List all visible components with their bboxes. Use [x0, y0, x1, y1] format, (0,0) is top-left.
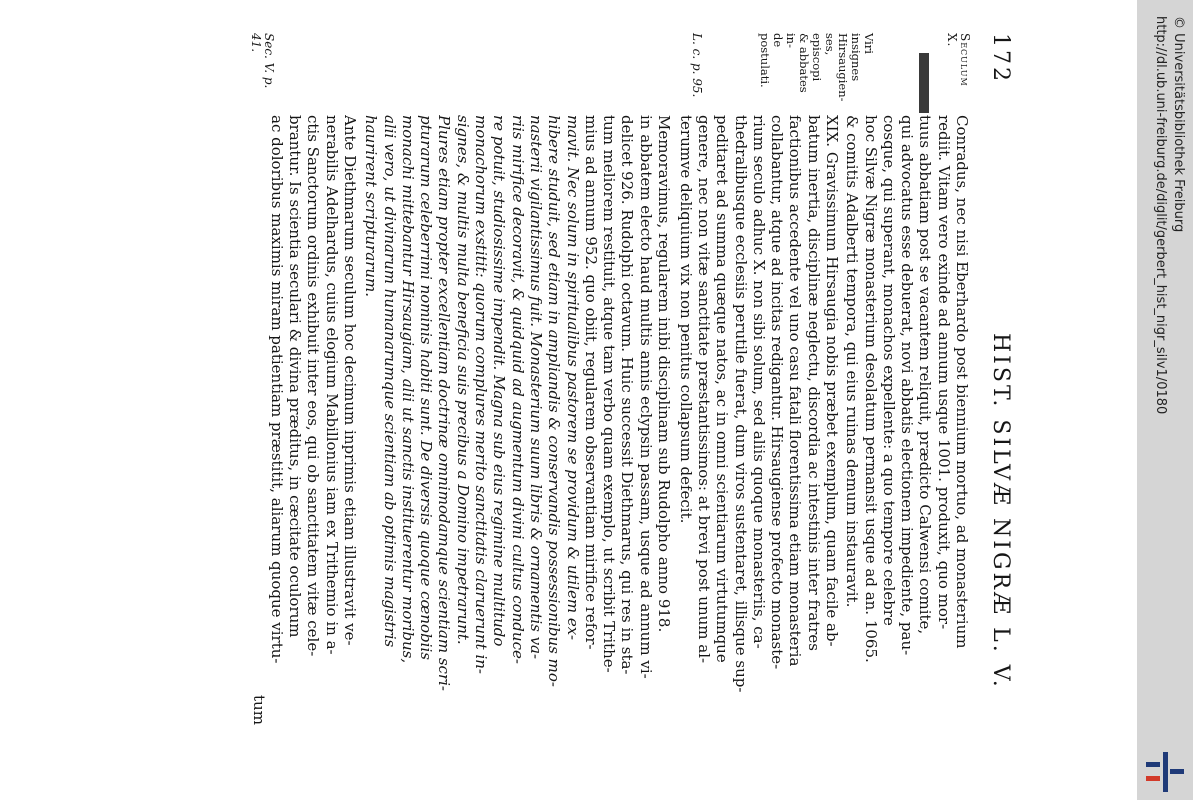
page-header	[975, 33, 1015, 773]
text-line: riis mirifice decoravit, & quidquid ad augmentum divini cultus conduce-	[508, 115, 527, 664]
text-line: in abbatem electo haud multis annis eclypsin passam, usque ad annum vi-	[636, 115, 655, 679]
text-line: delicet 926. Rudolphi octavum. Huic successit Diethmarus, qui res in sta-	[618, 115, 637, 675]
text-line: Ante Diethmarum seculum hoc decimum inprimis etiam illustravit ve-	[341, 115, 359, 646]
margin-note-lc: L. c. p. 95.	[690, 33, 704, 98]
text-line: Plures etiam propter excellentiam doctrinæ omnimodamque scientiam scri-	[435, 115, 454, 691]
text-line: hoc Silvæ Nigræ monasterium desolatum permansit usque ad an. 1065.	[861, 115, 880, 663]
text-line: terumve deliquium vix non penitus collapsum defecit.	[676, 115, 695, 524]
book-page	[135, 33, 1015, 773]
text-line: XIX. Gravissimum Hirsaugia nobis præbet exemplum, quam facile ab-	[823, 115, 841, 647]
text-line: batum inertia, disciplinæ neglectu, discordia ac intestinis inter fratres	[804, 115, 823, 651]
text-line: brantur. Is scientia seculari & divina præditus, in cæcitate oculorum	[286, 115, 305, 638]
copyright-notice: © Universitätsbibliothek Freiburg	[1171, 16, 1186, 233]
margin-line: de postulati.	[758, 33, 785, 88]
library-stamp	[919, 53, 929, 113]
text-line: nasterii vigilantissimus fuit. Monasterium suum libris & ornamentis va-	[526, 115, 545, 660]
text-line: rium seculo adhuc X. non sibi solum, sed aliis quoque monasteriis, ca-	[749, 115, 768, 649]
text-line: tum meliorem restituit, atque tam verbo quam exemplo, ut scribit Trithe-	[600, 115, 619, 673]
text-line: haurirent scripturarum.	[362, 115, 381, 298]
catchword: tum	[249, 695, 268, 725]
margin-line: & abbates in-	[784, 33, 811, 93]
text-line: peditaret ad summa quæque natos, ac in omni scientiarum virtutumque	[713, 115, 732, 663]
permalink-url[interactable]: http://dl.ub.uni-freiburg.de/diglit/gerbert_hist_nigr_silv1/0180	[1153, 16, 1168, 415]
text-line: monachi mittebantur Hirsaugiam, alii ut sanctis instituerentur moribus,	[398, 115, 417, 664]
text-line: pturarum celeberrimi nominis habiti sunt. De diversis quoque cœnobiis	[417, 115, 436, 660]
text-line: signes, & multis multa beneficia suis precibus a Domino impetrarunt.	[453, 115, 472, 645]
text-line: thedralibusque ecclesiis perutile fuerat, dum viros sustentaret, illisque sup-	[731, 115, 750, 693]
text-line: genere, nec non vitæ sanctitate præstantissimos: at brevi post unum al-	[694, 115, 713, 664]
paragraph-4	[249, 115, 359, 765]
text-line: nerabilis Adelhardus, cuius elogium Mabillonius iam ex Trithemio in a-	[322, 115, 341, 655]
margin-line: ses, episcopi	[810, 33, 837, 82]
page-number: 172	[988, 33, 1013, 84]
text-line: mius ad annum 952. quo obiit, regularem observantiam mirifice refor-	[581, 115, 600, 650]
text-line: hibere studuit, sed etiam in ampliandis & conservandis possessionibus mo-	[545, 115, 564, 687]
text-line: factionibus accedente vel uno casu fatali florentissima etiam monasteria	[786, 115, 805, 667]
library-logo-icon	[1146, 752, 1184, 792]
text-line: & comitis Adalberti tempora, qui eius ruinas demum instauravit.	[843, 115, 862, 608]
margin-line: Viri insignes	[849, 33, 876, 82]
text-line: tuus abbatiam post se vacantem reliquit, prædicto Calwensi comite,	[916, 115, 935, 635]
text-line: alii vero, ut divinarum humanarumque scientiam ab optimis magistris	[380, 115, 399, 648]
running-title: HIST. SILVÆ NIGRÆ L. V.	[988, 333, 1013, 690]
text-line: Memoravimus, regularem inibi disciplinam sub Rudolpho anno 918.	[655, 115, 673, 633]
paragraph-2	[676, 115, 841, 765]
text-line: mavit. Nec solum in spiritualibus pastorem se providum & utilem ex-	[563, 115, 582, 641]
text-line: Conradus, nec nisi Eberhardo post biennium mortuo, ad monasterium	[953, 115, 971, 649]
paragraph-3	[362, 115, 673, 765]
text-line: qui advocatus esse debuerat, novi abbatis electionem impediente, pau-	[898, 115, 917, 656]
text-line: ctis Sanctorum ordinis exhibuit inter eos, qui ob sanctitatem vitæ cele-	[304, 115, 323, 657]
margin-note-sec: Sec. V. p. 41.	[249, 33, 276, 89]
text-line: cosque, qui superant, monachos expellente: a quo tempore celebre	[879, 115, 898, 626]
text-line: ac doloribus maximis miram patientiam præstitit, aliarum quoque virtu-	[267, 115, 286, 664]
text-line: monachorum exstitit: quorum complures merito sanctitatis claruerunt in-	[472, 115, 491, 674]
margin-line: Hirsaugien-	[836, 33, 850, 102]
margin-note-viri	[758, 33, 875, 103]
text-line: collabantur, atque ad incitas redigantur. Hirsaugiense profecto monaste-	[768, 115, 787, 670]
text-line: rediit. Vitam vero exinde ad annum usque 1001. produxit, quo mor-	[934, 115, 953, 630]
margin-note-seculum: Seculum X.	[945, 33, 972, 87]
text-line: re potuit, studiosissime impendit. Magna sub eius regimine multitudo	[490, 115, 509, 647]
paragraph-1	[843, 115, 971, 765]
